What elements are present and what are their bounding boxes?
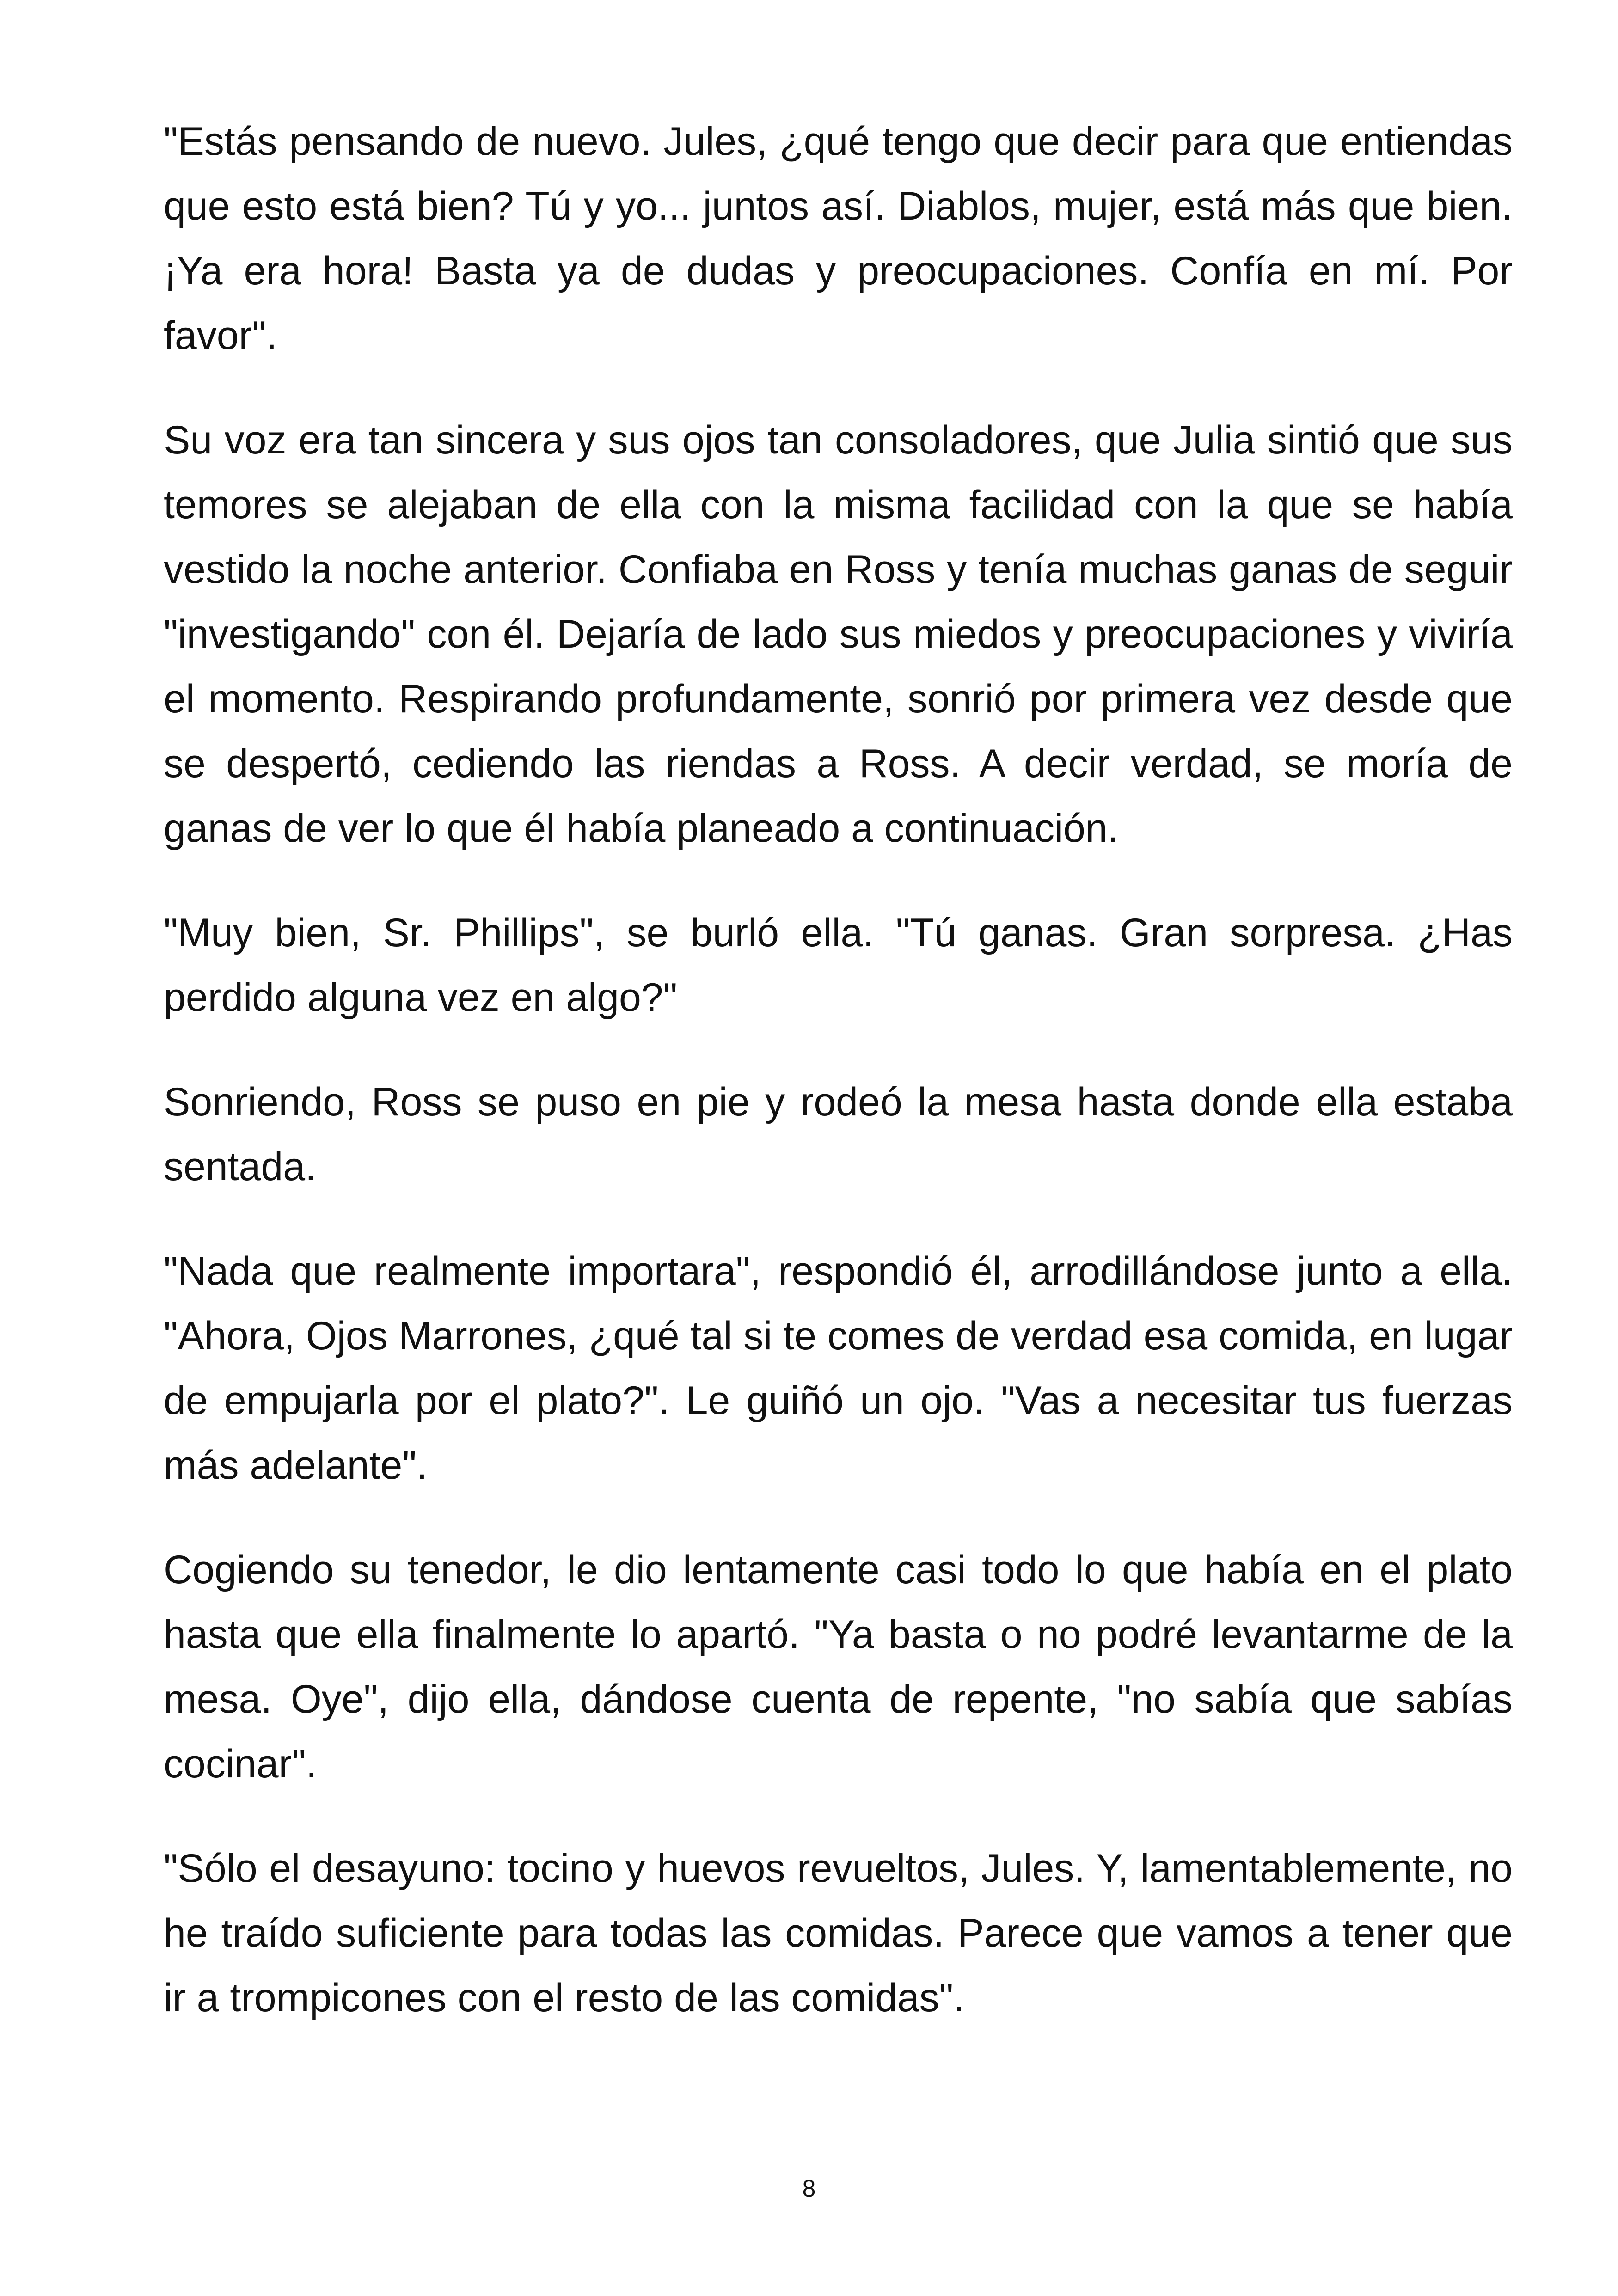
page-number: 8 [802, 2175, 816, 2202]
paragraph: "Nada que realmente importara", respondió él, arrodillándose junto a ella. "Ahora, Ojos Marrones, ¿qué tal si te comes de verdad esa comida, en lugar de empujarla por el plato?". Le guiñó un ojo. "Vas a necesitar tus fuerzas más adelante". [164, 1249, 1513, 1488]
paragraph: Su voz era tan sincera y sus ojos tan consoladores, que Julia sintió que sus temores se alejaban de ella con la misma facilidad con la que se había vestido la noche anterior. Confiaba en Ross y tenía muchas ganas de seguir "investigando" con él. Dejaría de lado sus miedos y preocupaciones y viviría el momento. Respirando profundamente, sonrió por primera vez desde que se despertó, cediendo las riendas a Ross. A decir verdad, se moría de ganas de ver lo que él había planeado a continuación. [164, 418, 1513, 851]
paragraph: "Estás pensando de nuevo. Jules, ¿qué tengo que decir para que entiendas que esto está bien? Tú y yo... juntos así. Diablos, mujer, está más que bien. ¡Ya era hora! Basta ya de dudas y preocupaciones. Confía en mí. Por favor". [164, 119, 1513, 358]
paragraph: Sonriendo, Ross se puso en pie y rodeó la mesa hasta donde ella estaba sentada. [164, 1080, 1513, 1189]
paragraph: "Sólo el desayuno: tocino y huevos revueltos, Jules. Y, lamentablemente, no he traído suficiente para todas las comidas. Parece que vamos a tener que ir a trompicones con el resto de las comidas". [164, 1846, 1513, 2020]
page-body [164, 109, 1513, 2070]
paragraph: Cogiendo su tenedor, le dio lentamente casi todo lo que había en el plato hasta que ella finalmente lo apartó. "Ya basta o no podré levantarme de la mesa. Oye", dijo ella, dándose cuenta de repente, "no sabía que sabías cocinar". [164, 1548, 1513, 1786]
paragraph: "Muy bien, Sr. Phillips", se burló ella. "Tú ganas. Gran sorpresa. ¿Has perdido alguna vez en algo?" [164, 911, 1513, 1020]
